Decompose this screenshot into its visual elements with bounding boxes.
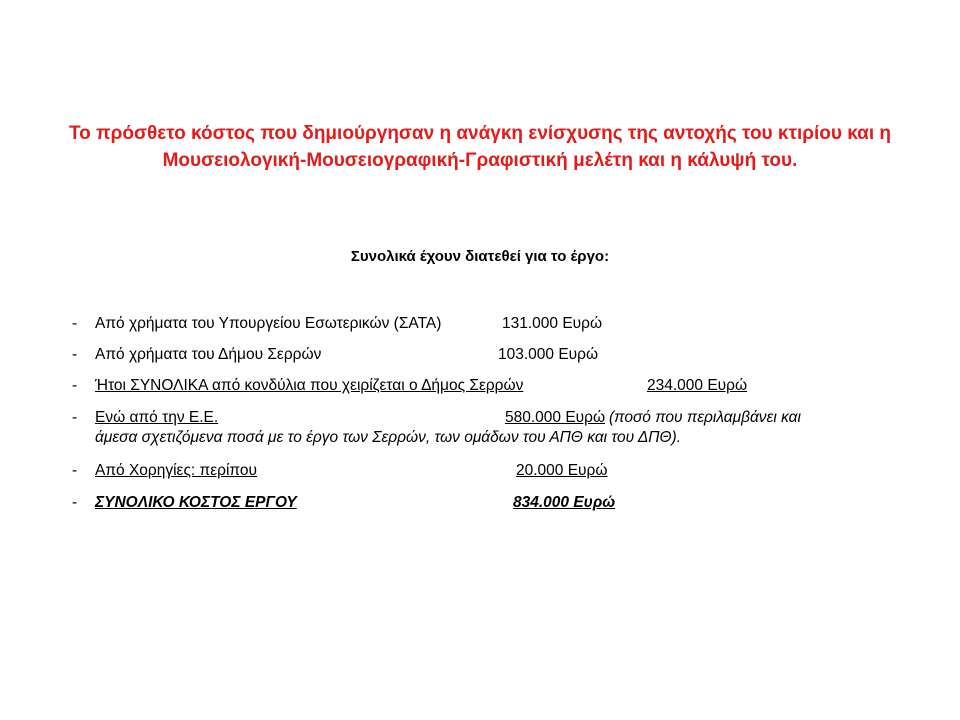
cost-item-note: (ποσό που περιλαμβάνει και: [609, 409, 801, 426]
slide-subtitle: Συνολικά έχουν διατεθεί για το έργο:: [350, 248, 610, 265]
list-dash: -: [72, 462, 78, 479]
cost-item-label: ΣΥΝΟΛΙΚΟ ΚΟΣΤΟΣ ΕΡΓΟΥ: [95, 494, 297, 511]
cost-item-amount: 234.000 Ευρώ: [647, 377, 748, 394]
cost-item-label: Ενώ από την Ε.Ε.: [95, 409, 219, 426]
cost-item-label: Από Χορηγίες: περίπου: [95, 462, 257, 479]
cost-item-amount: 103.000 Ευρώ: [498, 346, 599, 363]
slide-title: Το πρόσθετο κόστος που δημιούργησαν η ανάγκη ενίσχυσης της αντοχής του κτιρίου και η Μουσειολογική-Μουσειογραφική-Γραφιστική μελέτη και η κάλυψή του.: [68, 123, 892, 171]
cost-item-amount: 834.000 Ευρώ: [513, 494, 616, 511]
cost-item-label: Από χρήματα του Δήμου Σερρών: [95, 346, 322, 363]
list-dash: -: [72, 377, 78, 394]
list-dash: -: [72, 346, 78, 363]
cost-item-note-continued: άμεσα σχετιζόμενα ποσά με το έργο των Σερρών, των ομάδων του ΑΠΘ και του ΔΠΘ).: [95, 429, 682, 446]
cost-item-label-underlined: [95, 408, 502, 428]
list-dash: -: [72, 409, 78, 426]
cost-item-amount: 580.000 Ευρώ: [505, 409, 606, 426]
cost-item-label: Ήτοι ΣΥΝΟΛΙΚΑ από κονδύλια που χειρίζεται ο Δήμος Σερρών: [95, 377, 524, 394]
cost-item-label: Από χρήματα του Υπουργείου Εσωτερικών (ΣΑΤΑ): [95, 315, 442, 332]
cost-item-amount: 131.000 Ευρώ: [502, 315, 603, 332]
cost-item-amount: 20.000 Ευρώ: [516, 462, 608, 479]
list-dash: -: [72, 494, 78, 511]
list-dash: -: [72, 315, 78, 332]
